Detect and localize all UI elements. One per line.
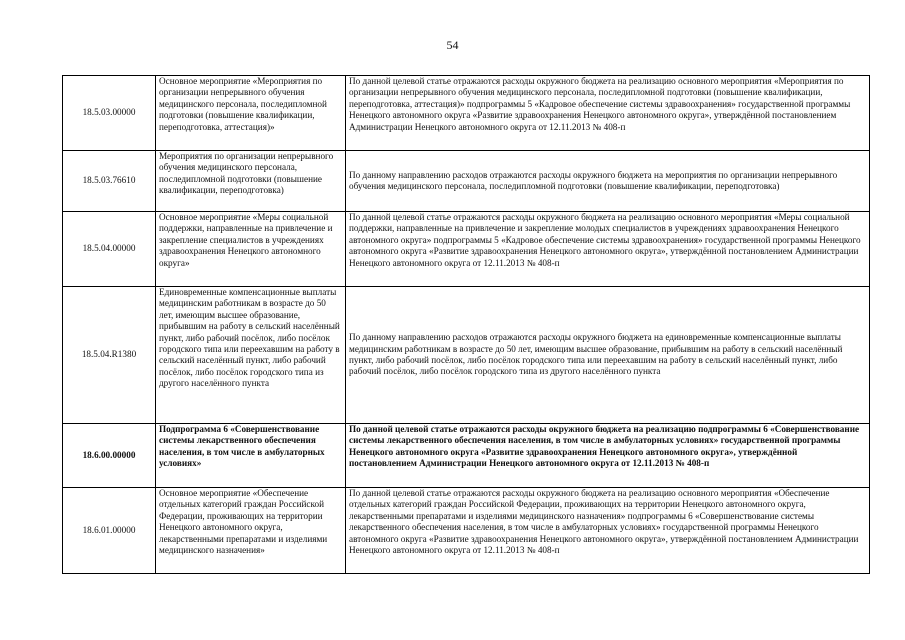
- target-article-code: 18.5.04.00000: [63, 212, 156, 287]
- target-article-description: По данному направлению расходов отражаются расходы окружного бюджета на единовременные компенсационные выплаты медицинским работникам в возрасте до 50 лет, имеющим высшее образование, прибывшим на работу в сельский населённый пункт, либо рабочий посёлок, либо посёлок городского типа или переехавшим на работу в сельский населённый пункт, либо рабочий посёлок, либо посёлок городского типа из другого населённого пункта: [346, 287, 870, 424]
- target-article-code: 18.5.04.R1380: [63, 287, 156, 424]
- budget-classification-table: [62, 75, 870, 574]
- target-article-description: По данной целевой статье отражаются расходы окружного бюджета на реализацию основного мероприятия «Обеспечение отдельных категорий граждан Российской Федерации, проживающих на территории Ненецкого автономного округа, лекарственными препаратами и изделиями медицинского назначения» подпрограммы 6 «Совершенствование системы лекарственного обеспечения населения, в том числе в амбулаторных условиях» государственной программы Ненецкого автономного округа «Развитие здравоохранения Ненецкого автономного округа», утверждённой постановлением Администрации Ненецкого автономного округа от 12.11.2013 № 408-п: [346, 488, 870, 574]
- table-row: [63, 424, 870, 488]
- target-article-name: Подпрограмма 6 «Совершенствование системы лекарственного обеспечения населения, в том числе в амбулаторных условиях»: [156, 424, 346, 488]
- target-article-code: 18.6.01.00000: [63, 488, 156, 574]
- page-number: 54: [446, 38, 459, 52]
- table-row: [63, 76, 870, 151]
- target-article-code: 18.5.03.76610: [63, 151, 156, 212]
- target-article-description: По данной целевой статье отражаются расходы окружного бюджета на реализацию основного мероприятия «Мероприятия по организации непрерывного обучения медицинского персонала, последипломной подготовки (повышение квалификации, переподготовка, аттестация)» подпрограммы 5 «Кадровое обеспечение системы здравоохранения» государственной программы Ненецкого автономного округа «Развитие здравоохранения Ненецкого автономного округа», утверждённой постановлением Администрации Ненецкого автономного округа от 12.11.2013 № 408-п: [346, 76, 870, 151]
- target-article-description: По данному направлению расходов отражаются расходы окружного бюджета на мероприятия по организации непрерывного обучения медицинского персонала, последипломной подготовки (повышение квалификации, переподготовка): [346, 151, 870, 212]
- target-article-code: 18.6.00.00000: [63, 424, 156, 488]
- target-article-name: Единовременные компенсационные выплаты медицинским работникам в возрасте до 50 лет, имеющим высшее образование, прибывшим на работу в сельский населённый пункт, либо рабочий посёлок, либо посёлок городского типа или переехавшим на работу в сельский населённый пункт, либо рабочий посёлок, либо посёлок городского типа из другого населённого пункта: [156, 287, 346, 424]
- target-article-name: Основное мероприятие «Меры социальной поддержки, направленные на привлечение и закрепление специалистов в учреждениях здравоохранения Ненецкого автономного округа»: [156, 212, 346, 287]
- target-article-description: По данной целевой статье отражаются расходы окружного бюджета на реализацию основного мероприятия «Меры социальной поддержки, направленные на привлечение и закрепление молодых специалистов в учреждениях здравоохранения Ненецкого автономного округа» подпрограммы 5 «Кадровое обеспечение системы здравоохранения» государственной программы Ненецкого автономного округа «Развитие здравоохранения Ненецкого автономного округа», утверждённой постановлением Администрации Ненецкого автономного округа от 12.11.2013 № 408-п: [346, 212, 870, 287]
- table-row: [63, 488, 870, 574]
- target-article-name: Основное мероприятие «Обеспечение отдельных категорий граждан Российской Федерации, проживающих на территории Ненецкого автономного округа, лекарственными препаратами и изделиями медицинского назначения»: [156, 488, 346, 574]
- target-article-name: Мероприятия по организации непрерывного обучения медицинского персонала, последипломной подготовки (повышение квалификации, переподготовка): [156, 151, 346, 212]
- table-row: [63, 151, 870, 212]
- target-article-description: По данной целевой статье отражаются расходы окружного бюджета на реализацию подпрограммы 6 «Совершенствование системы лекарственного обеспечения населения, в том числе в амбулаторных условиях» государственной программы Ненецкого автономного округа «Развитие здравоохранения Ненецкого автономного округа», утверждённой постановлением Администрации Ненецкого автономного округа от 12.11.2013 № 408-п: [346, 424, 870, 488]
- table-row: [63, 287, 870, 424]
- target-article-code: 18.5.03.00000: [63, 76, 156, 151]
- target-article-name: Основное мероприятие «Мероприятия по организации непрерывного обучения медицинского персонала, последипломной подготовки (повышение квалификации, переподготовка, аттестация)»: [156, 76, 346, 151]
- table-row: [63, 212, 870, 287]
